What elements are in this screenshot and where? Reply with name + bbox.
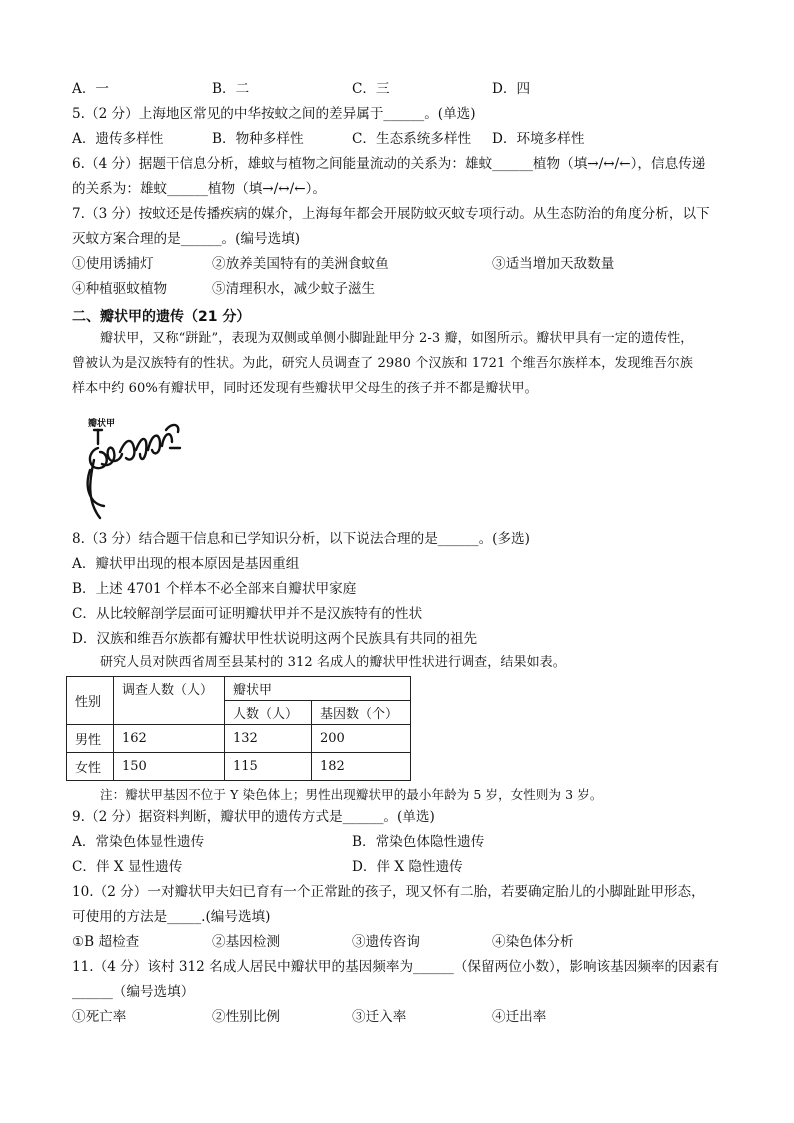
q5-option-b: B．物种多样性	[212, 131, 304, 147]
header-genes: 基因数（个）	[312, 701, 411, 725]
q11-option-1: ①死亡率	[72, 1009, 127, 1025]
q5-option-c: C．生态系统多样性	[352, 131, 472, 147]
q10-line2: 可使用的方法是_____.(编号选填)	[72, 909, 271, 925]
header-people: 人数（人）	[225, 701, 312, 725]
header-sex: 性别	[67, 677, 114, 725]
q10-line1: 10.（2 分）一对瓣状甲夫妇已育有一个正常趾的孩子，现又怀有二胎，若要确定胎儿的小脚趾趾甲形态，	[72, 884, 705, 900]
q5-option-a: A．遗传多样性	[72, 131, 164, 147]
table-note: 注：瓣状甲基因不位于 Y 染色体上；男性出现瓣状甲的最小年龄为 5 岁，女性则为 3 岁。	[100, 787, 603, 802]
q5-option-d: D．环境多样性	[492, 131, 585, 147]
q7-option-5: ⑤清理积水，减少蚊子滋生	[212, 281, 376, 297]
q5-options	[72, 130, 732, 148]
q8-option-a: A．瓣状甲出现的根本原因是基因重组	[72, 556, 300, 572]
q11-line2: ______（编号选填）	[72, 984, 195, 1000]
q7-option-2: ②放养美国特有的美洲食蚊鱼	[212, 256, 389, 272]
q4-option-b: B．二	[212, 81, 250, 97]
q9-option-a: A．常染色体显性遗传	[72, 834, 205, 850]
figure-label: 瓣状甲	[88, 419, 116, 429]
q7-options-row1	[72, 255, 732, 273]
section-para-line3: 样本中约 60%有瓣状甲，同时还发现有些瓣状甲父母生的孩子并不都是瓣状甲。	[72, 381, 538, 396]
q8-option-b: B．上述 4701 个样本不必全部来自瓣状甲家庭	[72, 581, 357, 597]
header-count: 调查人数（人）	[114, 677, 225, 725]
section-para-line2: 曾被认为是汉族特有的性状。为此，研究人员调查了 2980 个汉族和 1721 个维吾尔族样本，发现维吾尔族	[72, 356, 693, 371]
q10-option-4: ④染色体分析	[492, 934, 574, 950]
table-row	[67, 753, 411, 781]
survey-table	[66, 676, 411, 781]
q7-option-4: ④种植驱蚊植物	[72, 281, 168, 297]
q5-stem: 5.（2 分）上海地区常见的中华按蚊之间的差异属于______。(单选)	[72, 106, 476, 122]
cell-genes: 182	[312, 753, 411, 781]
table-row	[67, 725, 411, 753]
section-para-line1: 瓣状甲，又称“跰趾”，表现为双侧或单侧小脚趾趾甲分 2-3 瓣，如图所示。瓣状甲具有一定的遗传性，	[100, 331, 694, 346]
q11-line1: 11.（4 分）该村 312 名成人居民中瓣状甲的基因频率为______（保留两位小数），影响该基因频率的因素有	[72, 959, 719, 975]
q11-option-4: ④迁出率	[492, 1009, 547, 1025]
q9-options-row2	[72, 858, 732, 876]
section-title: 二、瓣状甲的遗传（21 分）	[72, 309, 251, 325]
cell-people: 115	[225, 753, 312, 781]
cell-sex: 女性	[67, 753, 114, 781]
q10-option-2: ②基因检测	[212, 934, 280, 950]
q10-option-3: ③遗传咨询	[352, 934, 420, 950]
q11-option-3: ③迁入率	[352, 1009, 407, 1025]
survey-intro: 研究人员对陕西省周至县某村的 312 名成人的瓣状甲性状进行调查，结果如表。	[100, 655, 566, 670]
q9-option-b: B．常染色体隐性遗传	[352, 834, 485, 850]
cell-genes: 200	[312, 725, 411, 753]
q9-option-d: D．伴 X 隐性遗传	[352, 859, 463, 875]
cell-count: 162	[114, 725, 225, 753]
q8-option-d: D．汉族和维吾尔族都有瓣状甲性状说明这两个民族具有共同的祖先	[72, 631, 478, 647]
q10-option-1: ①B 超检查	[72, 934, 140, 950]
table-header-row	[67, 677, 411, 701]
q7-options-row2	[72, 280, 732, 298]
q10-options	[72, 933, 732, 951]
q11-options	[72, 1008, 732, 1026]
q4-option-c: C．三	[352, 81, 390, 97]
cell-sex: 男性	[67, 725, 114, 753]
q8-stem: 8.（3 分）结合题干信息和已学知识分析，以下说法合理的是______。(多选)	[72, 531, 530, 547]
q4-options	[72, 80, 732, 98]
q8-option-c: C．从比较解剖学层面可证明瓣状甲并不是汉族特有的性状	[72, 606, 423, 622]
header-trait: 瓣状甲	[225, 677, 411, 701]
q4-option-a: A．一	[72, 81, 110, 97]
q6-line1: 6.（4 分）据题干信息分析，雄蚊与植物之间能量流动的关系为：雄蚊______植物（填→/↔/←），信息传递	[72, 156, 706, 172]
cell-count: 150	[114, 753, 225, 781]
q4-option-d: D．四	[492, 81, 531, 97]
q7-line1: 7.（3 分）按蚊还是传播疾病的媒介，上海每年都会开展防蚊灭蚊专项行动。从生态防治的角度分析，以下	[72, 206, 710, 222]
q7-line2: 灭蚊方案合理的是______。(编号选填)	[72, 231, 301, 247]
q7-option-1: ①使用诱捕灯	[72, 256, 154, 272]
q7-option-3: ③适当增加天敌数量	[492, 256, 615, 272]
q9-stem: 9.（2 分）据资料判断，瓣状甲的遗传方式是______。(单选)	[72, 809, 435, 825]
q9-options-row1	[72, 833, 732, 851]
q6-line2: 的关系为：雄蚊______植物（填→/↔/←）。	[72, 181, 327, 197]
cell-people: 132	[225, 725, 312, 753]
q9-option-c: C．伴 X 显性遗传	[72, 859, 183, 875]
toenail-figure	[80, 408, 192, 520]
q11-option-2: ②性别比例	[212, 1009, 280, 1025]
